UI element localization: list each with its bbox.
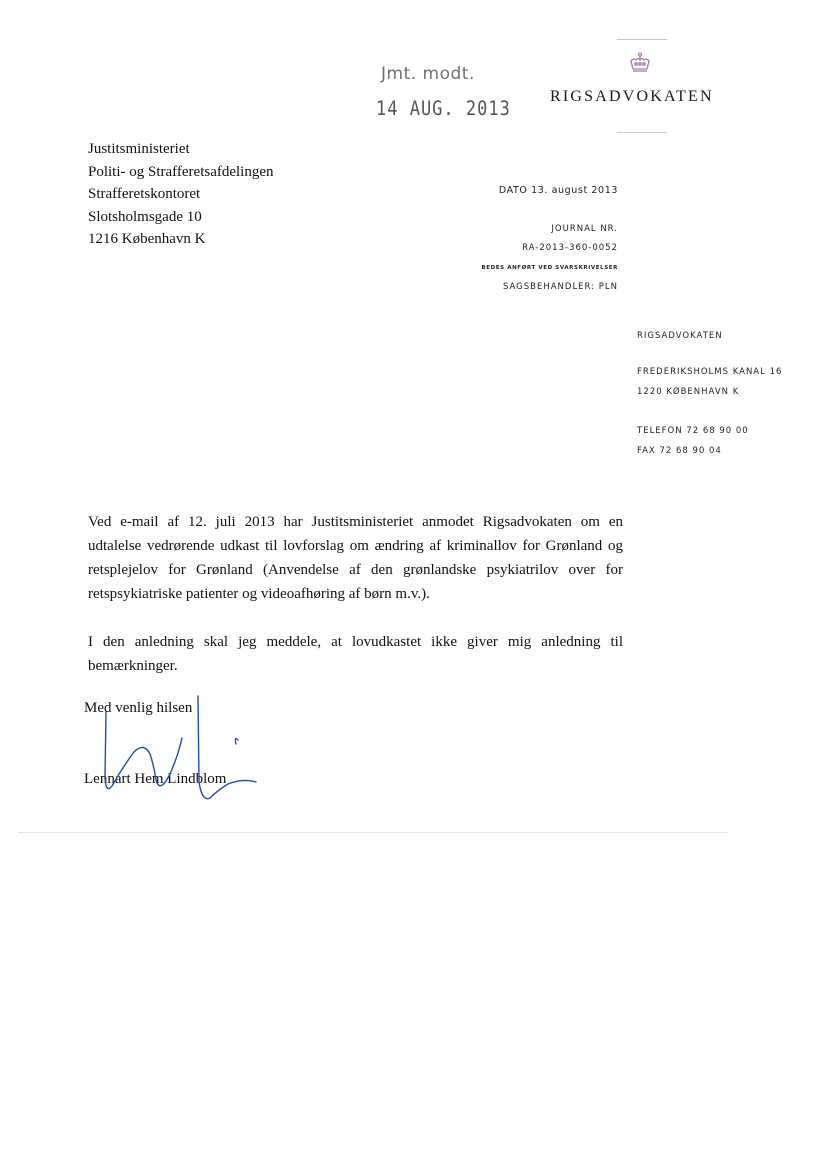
recipient-address (88, 138, 274, 251)
sender-name: RIGSADVOKATEN (637, 331, 723, 341)
body-paragraph: Ved e-mail af 12. juli 2013 har Justitsministeriet anmodet Rigsadvokaten om en udtalelse vedrørende udkast til lovforslag om ændring af kriminallov for Grønland og retsplejelov for Grønland (Anvendelse af den grønlandske psykiatrilov over for retspsykiatriske patienter og videoafhøring af børn m.v.). (88, 514, 623, 602)
signer-name: Lennart Hem Lindblom (84, 771, 227, 787)
recipient-line: Slotsholmsgade 10 (88, 208, 202, 225)
journal-number: RA-2013-360-0052 (522, 243, 618, 253)
letter-date: DATO 13. august 2013 (498, 185, 618, 196)
letterhead-org-name: RIGSADVOKATEN (550, 88, 714, 105)
journal-note: BEDES ANFØRT VED SVARSKRIVELSER (481, 265, 618, 271)
recipient-line: Politi- og Strafferetsafdelingen (88, 163, 274, 180)
received-stamp-label: Jmt. modt. (381, 64, 475, 84)
recipient-line: 1216 København K (88, 231, 206, 247)
body-paragraph: I den anledning skal jeg meddele, at lovudkastet ikke giver mig anledning til bemærkninger. (88, 634, 623, 674)
sender-city: 1220 KØBENHAVN K (637, 387, 740, 397)
page-divider (18, 832, 728, 833)
sender-phone: TELEFON 72 68 90 00 (637, 426, 749, 436)
sender-street: FREDERIKSHOLMS KANAL 16 (637, 367, 783, 377)
received-stamp-date: 14 AUG. 2013 (376, 97, 511, 121)
recipient-line: Strafferetskontoret (88, 186, 201, 202)
letterhead-rule-bottom (617, 132, 667, 133)
case-handler: SAGSBEHANDLER: PLN (502, 282, 618, 292)
sender-fax: FAX 72 68 90 04 (637, 446, 722, 456)
recipient-line: Justitsministeriet (88, 141, 190, 157)
crown-icon (627, 52, 653, 76)
letterhead-rule-top (617, 39, 667, 40)
closing-greeting: Med venlig hilsen (84, 700, 193, 716)
handwritten-signature (78, 690, 278, 820)
journal-label: JOURNAL NR. (551, 224, 618, 234)
